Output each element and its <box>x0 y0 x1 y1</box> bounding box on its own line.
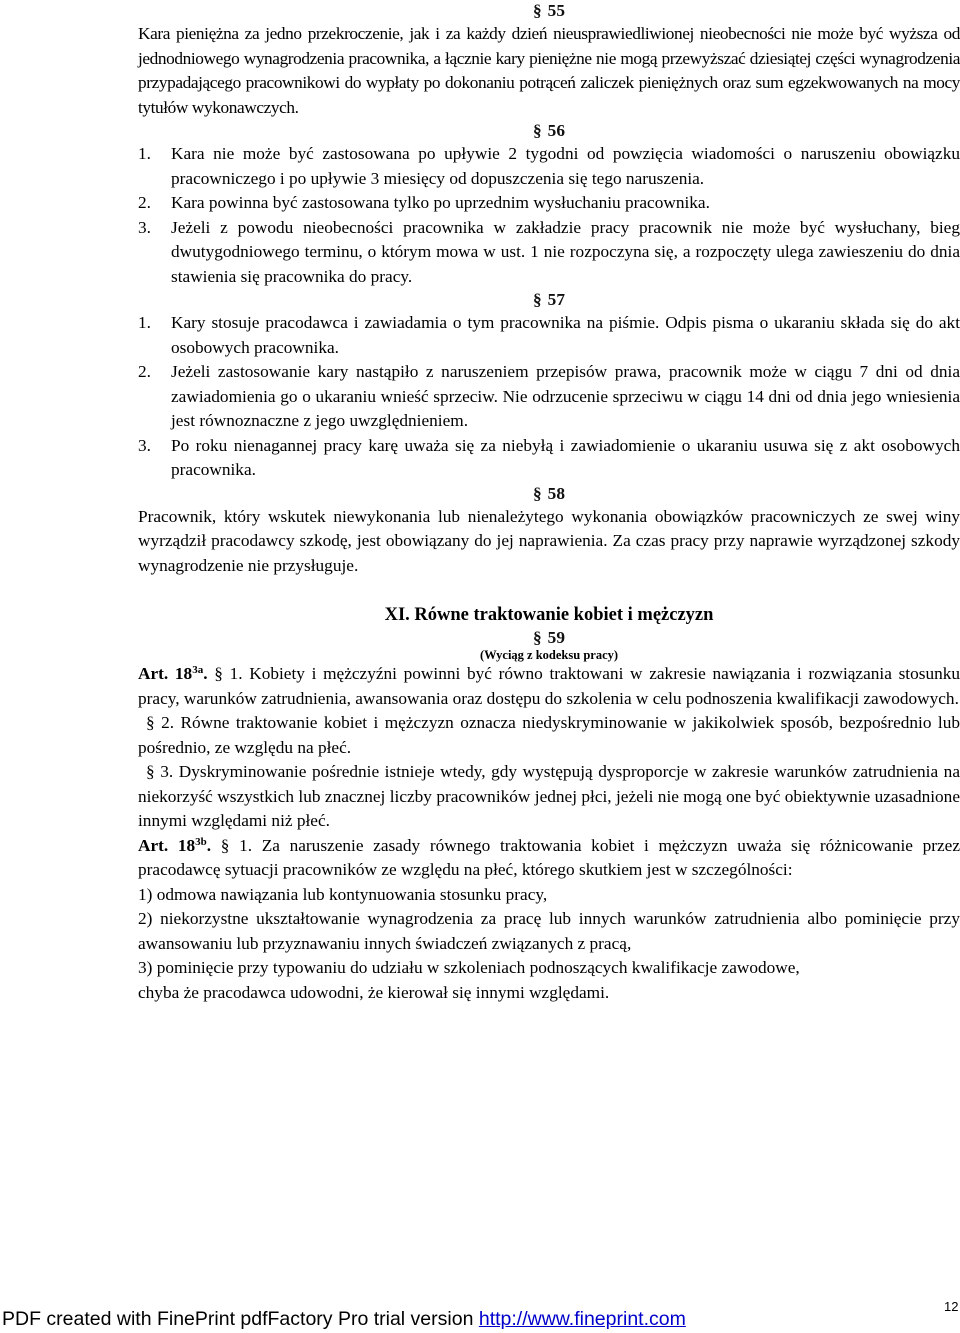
pdf-footer <box>2 1299 960 1332</box>
item-number: 1. <box>138 144 151 163</box>
paragraph-57-item-3 <box>138 434 960 483</box>
section-symbol: § <box>146 762 155 781</box>
article-18-3a-section-2 <box>138 711 960 760</box>
article-list-item-3: 3) pominięcie przy typowaniu do udziału w szkoleniach podnoszących kwalifikacje zawodowe, <box>138 958 800 977</box>
paragraph-number: 59 <box>547 628 565 647</box>
article-label: Art. $18^{3b}$. <box>138 835 212 855</box>
paragraph-56-item-3 <box>138 216 960 290</box>
footer-link[interactable]: http://www.fineprint.com <box>478 1308 686 1330</box>
paragraph-55-text: Kara pieniężna za jedno przekroczenie, jak i za każdy dzień nieusprawiedliwionej nieobecności nie może być wyższa od jednodniowego wynagrodzenia pracownika, a łącznie kary pieniężne nie mogą przewyższać dziesiątej części wynagrodzenia przypadającego pracownikowi do wypłaty po dokonaniu potrąceń zaliczek pieniężnych oraz sum egzekwowanych na mocy tytułów wykonawczych. <box>138 24 960 117</box>
paragraph-heading-56 <box>138 120 960 142</box>
item-number: 1. <box>138 313 151 332</box>
paragraph-56-item-2 <box>138 191 960 216</box>
item-text: Po roku nienagannej pracy karę uważa się za niebyłą i zawiadomienie o ukaraniu usuwa się z akt osobowych pracownika. <box>171 435 960 479</box>
source-note: (Wyciąg z kodeksu pracy) <box>479 648 619 662</box>
section-symbol: § <box>533 628 542 647</box>
article-list-item-2: 2) niekorzystne ukształtowanie wynagrodzenia za pracę lub innych warunków zatrudnienia albo pominięcie przy awansowaniu lub przyznawaniu innych świadczeń związanych z pracą, <box>138 909 960 953</box>
paragraph-number: 56 <box>547 121 565 140</box>
section-text: 3. Dyskryminowanie pośrednie istnieje wtedy, gdy występują dysproporcje w zakresie warunków zatrudnienia na niekorzyść wszystkich lub znacznej liczby pracowników jednej płci, jeżeli nie mogą one być obiektywnie uzasadnione innymi względami niż płeć. <box>138 762 960 830</box>
article-list-item-1: 1) odmowa nawiązania lub kontynuowania stosunku pracy, <box>138 884 548 904</box>
section-symbol: § <box>533 1 542 20</box>
article-18-3a-section-3 <box>138 760 960 834</box>
item-number: 2. <box>138 193 151 212</box>
section-text: 1. Kobiety i mężczyźni powinni być równo traktowani w zakresie nawiązania i rozwiązania stosunku pracy, warunków zatrudnienia, awansowania oraz dostępu do szkolenia w celu podnoszenia kwalifikacji zawodowych. <box>138 664 960 708</box>
item-number: 2. <box>138 362 151 381</box>
section-symbol: § <box>220 835 230 855</box>
article-18-3a-section-1 <box>138 662 960 711</box>
paragraph-heading-59 <box>138 627 960 649</box>
paragraph-heading-57 <box>138 289 960 311</box>
chapter-title: XI. Równe traktowanie kobiet i mężczyzn <box>384 605 714 625</box>
item-text: Kara powinna być zastosowana tylko po uprzednim wysłuchaniu pracownika. <box>171 193 710 212</box>
article-closing-text: chyba że pracodawca udowodni, że kierował się innymi względami. <box>138 982 610 1002</box>
item-text: Kary stosuje pracodawca i zawiadamia o tym pracownika na piśmie. Odpis pisma o ukaraniu składa się do akt osobowych pracownika. <box>171 313 960 357</box>
paragraph-number: 58 <box>547 483 565 503</box>
paragraph-57-item-2 <box>138 360 960 434</box>
page-number: 12 <box>944 1299 959 1314</box>
section-symbol: § <box>533 290 542 309</box>
item-number: 3. <box>138 217 151 237</box>
footer-text: PDF created with FinePrint pdfFactory Pro trial version <box>2 1308 479 1330</box>
section-symbol: § <box>533 483 542 503</box>
paragraph-57-item-1 <box>138 311 960 360</box>
paragraph-heading-58 <box>138 483 960 505</box>
section-symbol: § <box>533 121 542 140</box>
section-symbol: § <box>146 713 155 732</box>
section-symbol: § <box>214 664 223 683</box>
item-text: Jeżeli z powodu nieobecności pracownika w zakładzie pracy pracownik nie może być wysłuchany, bieg dwutygodniowego terminu, o którym mowa w ust. 1 nie rozpoczyna się, a rozpoczęty ulega zawieszeniu do dnia stawienia się pracownika do pracy. <box>171 217 960 286</box>
item-text: Jeżeli zastosowanie kary nastąpiło z naruszeniem przepisów prawa, pracownik może w ciągu 7 dni od dnia zawiadomienia go o ukaraniu wnieść sprzeciw. Nie odrzucenie sprzeciwu w ciągu 14 dni od dnia jego wniesienia jest równoznaczne z jego uwzględnieniem. <box>171 362 960 430</box>
article-18-3b-section-1 <box>138 834 960 883</box>
document-page <box>138 0 960 1005</box>
paragraph-number: 57 <box>547 290 565 309</box>
section-text: 2. Równe traktowanie kobiet i mężczyzn oznacza niedyskryminowanie w jakikolwiek sposób, bezpośrednio lub pośrednio, ze względu na płeć. <box>138 713 960 757</box>
paragraph-number: 55 <box>547 1 565 20</box>
paragraph-heading-55 <box>138 0 960 22</box>
section-text: 1. Za naruszenie zasady równego traktowania kobiet i mężczyzn uważa się różnicowanie przez pracodawcę sytuacji pracowników ze względu na płeć, którego skutkiem jest w szczególności: <box>138 835 960 879</box>
item-number: 3. <box>138 435 151 455</box>
paragraph-56-item-1 <box>138 142 960 191</box>
article-label: Art. $18^{3a}$. <box>138 664 208 683</box>
paragraph-58-text: Pracownik, który wskutek niewykonania lub nienależytego wykonania obowiązków pracowniczych ze swej winy wyrządził pracodawcy szkodę, jest obowiązany do jej naprawienia. Za czas pracy przy naprawie wyrządzonej szkody wynagrodzenie nie przysługuje. <box>138 506 960 575</box>
item-text: Kara nie może być zastosowana po upływie 2 tygodni od powzięcia wiadomości o naruszeniu obowiązku pracowniczego i po upływie 3 miesięcy od dopuszczenia się tego naruszenia. <box>171 144 960 188</box>
